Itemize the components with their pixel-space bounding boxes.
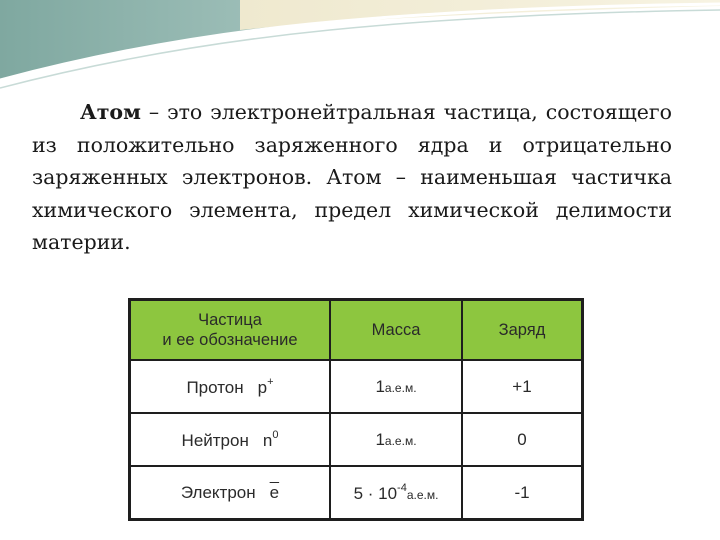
particle-symbol: p+ [257, 375, 274, 397]
mass-cell: 1а.е.м. [330, 413, 462, 466]
particle-cell [130, 466, 331, 520]
decorative-wave-banner [0, 0, 720, 90]
particle-cell [130, 360, 331, 413]
particles-table [128, 298, 584, 521]
atom-term: Атом [80, 100, 141, 124]
table-row-neutron [130, 413, 583, 466]
particle-cell [130, 413, 331, 466]
mass-cell: 1а.е.м. [330, 360, 462, 413]
particle-name: Протон [186, 377, 244, 397]
header-mass: Масса [330, 300, 462, 361]
table-header-row [130, 300, 583, 361]
table-row-electron [130, 466, 583, 520]
particle-symbol: $\overline{e}$ [269, 482, 280, 502]
atom-definition-text: – это электронейтральная частица, состоящего из положительно заряженного ядра и отрицательно заряженных электронов. Атом – наименьшая частичка химического элемента, предел химической делимости материи. [32, 100, 672, 254]
header-charge: Заряд [462, 300, 583, 361]
mass-cell: $5 \cdot 10^{-4}а.е.м$. [330, 466, 462, 520]
charge-cell: -1 [462, 466, 583, 520]
particle-name: Электрон [180, 482, 256, 502]
particle-symbol: $n^0$ [262, 428, 279, 450]
charge-cell: 0 [462, 413, 583, 466]
charge-cell: +1 [462, 360, 583, 413]
header-particle: Частица и ее обозначение [130, 300, 331, 361]
table-row-proton [130, 360, 583, 413]
atom-definition-paragraph [32, 96, 672, 259]
particle-name: Нейтрон [181, 430, 249, 450]
